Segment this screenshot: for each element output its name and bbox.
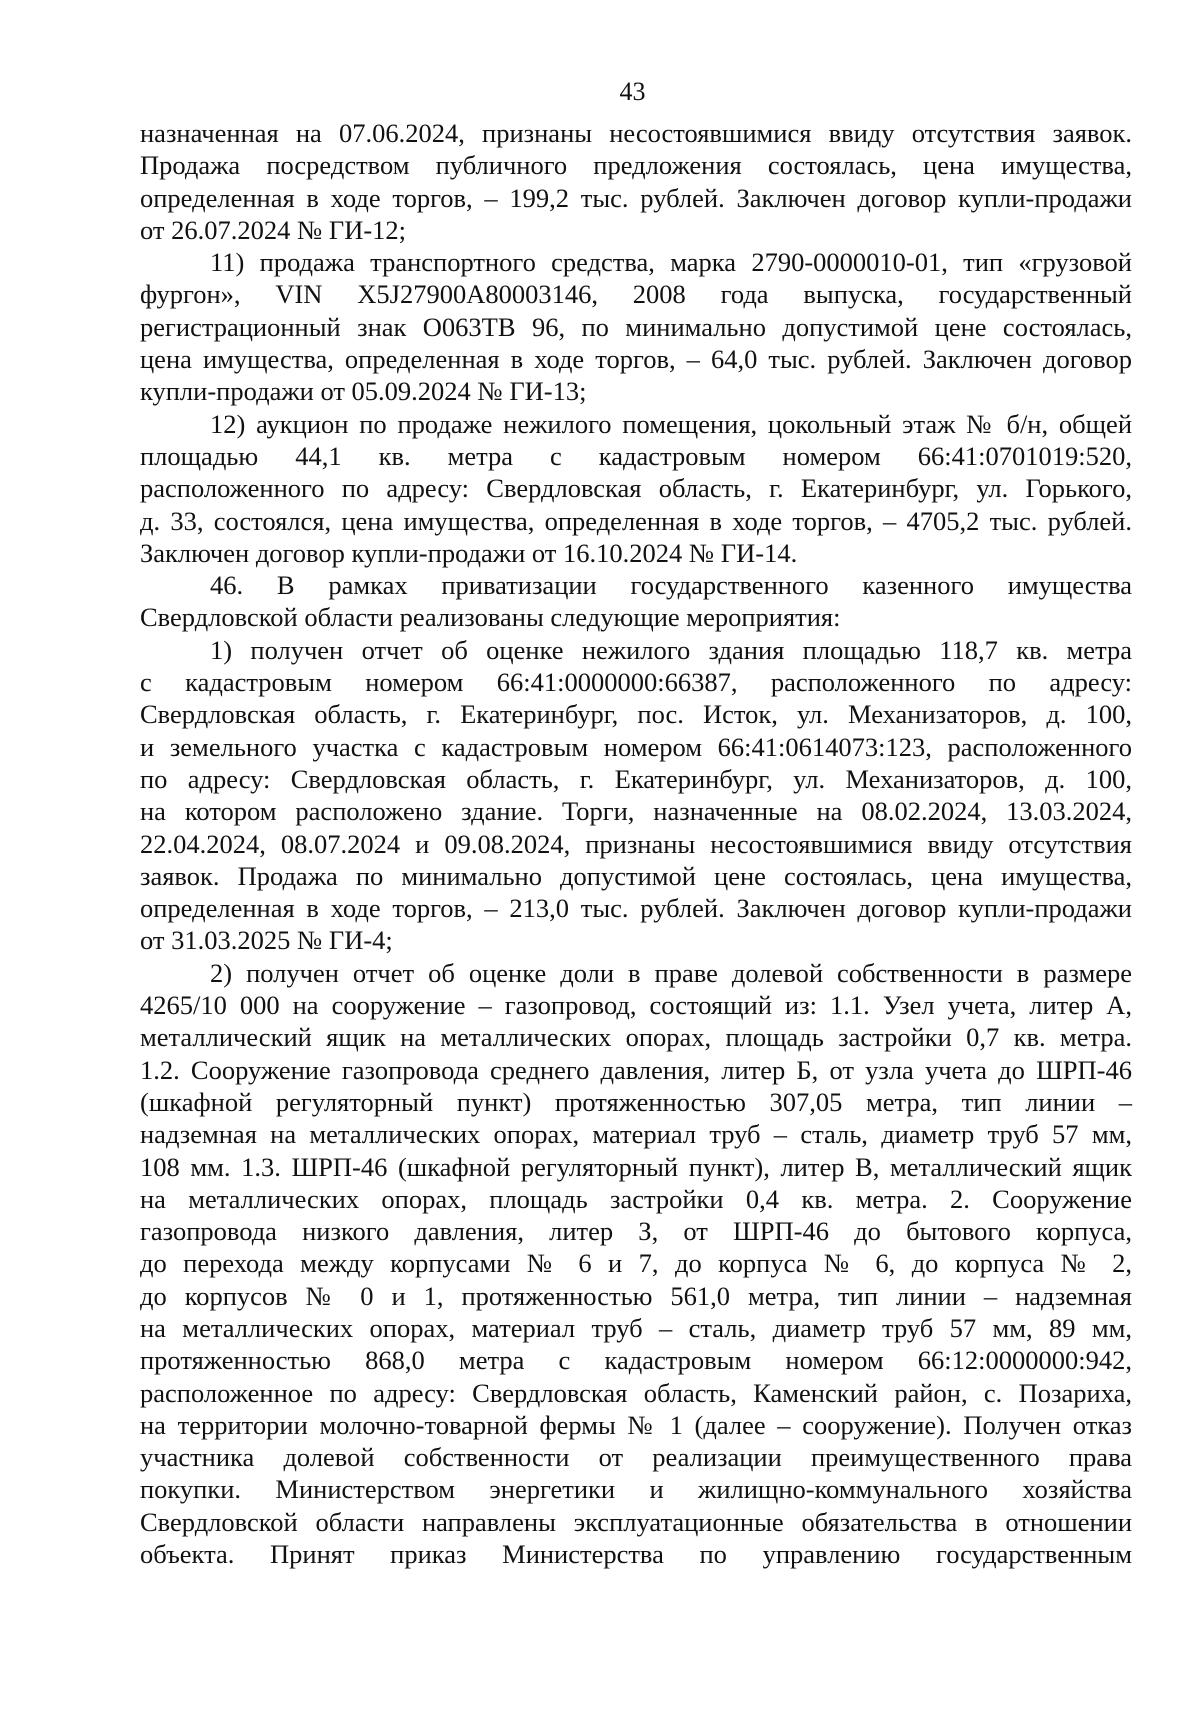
- text-line: до перехода между корпусами № 6 и 7, до корпуса № 6, до корпуса № 2,: [140, 1248, 1132, 1279]
- text-line: на территории молочно-товарной фермы № 1 (далее – сооружение). Получен отказ: [140, 1409, 1132, 1440]
- text-line: 12) аукцион по продаже нежилого помещения, цокольный этаж № б/н, общей: [210, 408, 1132, 439]
- text-line: фургон», VIN X5J27900A80003146, 2008 года выпуска, государственный: [140, 279, 1132, 310]
- text-line: объекта. Принят приказ Министерства по управлению государственным: [140, 1539, 1132, 1570]
- text-line: цена имущества, определенная в ходе торгов, – 64,0 тыс. рублей. Заключен договор: [140, 344, 1132, 375]
- text-line: 4265/10 000 на сооружение – газопровод, состоящий из: 1.1. Узел учета, литер А,: [140, 990, 1132, 1021]
- text-line: покупки. Министерством энергетики и жилищно-коммунального хозяйства: [140, 1474, 1132, 1505]
- text-line: на котором расположено здание. Торги, назначенные на 08.02.2024, 13.03.2024,: [140, 796, 1132, 827]
- text-line: 108 мм. 1.3. ШРП-46 (шкафной регуляторный пункт), литер В, металлический ящик: [140, 1151, 1132, 1182]
- text-line: определенная в ходе торгов, – 199,2 тыс. рублей. Заключен договор купли-продажи: [140, 182, 1132, 213]
- text-line: металлический ящик на металлических опорах, площадь застройки 0,7 кв. метра.: [140, 1022, 1132, 1053]
- text-line: определенная в ходе торгов, – 213,0 тыс. рублей. Заключен договор купли-продажи: [140, 893, 1132, 924]
- text-line: расположенное по адресу: Свердловская область, Каменский район, с. Позариха,: [140, 1377, 1132, 1408]
- text-line: Свердловской области направлены эксплуатационные обязательства в отношении: [140, 1506, 1132, 1537]
- text-line: 11) продажа транспортного средства, марка 2790-0000010-01, тип «грузовой: [210, 247, 1132, 278]
- text-line: протяженностью 868,0 метра с кадастровым номером 66:12:0000000:942,: [140, 1345, 1132, 1376]
- text-line: Свердловская область, г. Екатеринбург, пос. Исток, ул. Механизаторов, д. 100,: [140, 699, 1132, 730]
- text-line: до корпусов № 0 и 1, протяженностью 561,0 метра, тип линии – надземная: [140, 1280, 1132, 1311]
- text-line: купли-продажи от 05.09.2024 № ГИ-13;: [140, 376, 587, 407]
- text-line: от 31.03.2025 № ГИ-4;: [140, 925, 393, 956]
- text-line: 1) получен отчет об оценке нежилого здания площадью 118,7 кв. метра: [210, 634, 1132, 665]
- page-number: 43: [619, 77, 646, 106]
- document-body: [140, 117, 1132, 1570]
- text-line: Свердловской области реализованы следующие мероприятия:: [140, 602, 841, 633]
- text-line: на металлических опорах, площадь застройки 0,4 кв. метра. 2. Сооружение: [140, 1183, 1132, 1214]
- text-line: д. 33, состоялся, цена имущества, определенная в ходе торгов, – 4705,2 тыс. рублей.: [140, 505, 1132, 536]
- text-line: участника долевой собственности от реализации преимущественного права: [140, 1442, 1132, 1473]
- text-line: надземная на металлических опорах, материал труб – сталь, диаметр труб 57 мм,: [140, 1119, 1132, 1150]
- text-line: расположенного по адресу: Свердловская область, г. Екатеринбург, ул. Горького,: [140, 473, 1132, 504]
- text-line: на металлических опорах, материал труб – сталь, диаметр труб 57 мм, 89 мм,: [140, 1312, 1132, 1343]
- text-line: Продажа посредством публичного предложения состоялась, цена имущества,: [140, 150, 1132, 181]
- text-line: заявок. Продажа по минимально допустимой цене состоялась, цена имущества,: [140, 860, 1132, 891]
- text-line: регистрационный знак О063ТВ 96, по минимально допустимой цене состоялась,: [140, 311, 1132, 342]
- text-line: 22.04.2024, 08.07.2024 и 09.08.2024, признаны несостоявшимися ввиду отсутствия: [140, 828, 1132, 859]
- text-line: 1.2. Сооружение газопровода среднего давления, литер Б, от узла учета до ШРП-46: [140, 1054, 1132, 1085]
- text-line: 2) получен отчет об оценке доли в праве долевой собственности в размере: [210, 957, 1132, 988]
- text-line: от 26.07.2024 № ГИ-12;: [140, 214, 407, 245]
- text-line: газопровода низкого давления, литер З, от ШРП-46 до бытового корпуса,: [140, 1216, 1132, 1247]
- text-line: площадью 44,1 кв. метра с кадастровым номером 66:41:0701019:520,: [140, 440, 1132, 471]
- text-line: назначенная на 07.06.2024, признаны несостоявшимися ввиду отсутствия заявок.: [140, 118, 1132, 148]
- text-line: 46. В рамках приватизации государственного казенного имущества: [210, 570, 1132, 601]
- text-line: Заключен договор купли-продажи от 16.10.2024 № ГИ-14.: [140, 537, 798, 568]
- text-line: с кадастровым номером 66:41:0000000:66387, расположенного по адресу:: [140, 667, 1132, 698]
- text-line: по адресу: Свердловская область, г. Екатеринбург, ул. Механизаторов, д. 100,: [140, 763, 1132, 794]
- text-line: и земельного участка с кадастровым номером 66:41:0614073:123, расположенного: [140, 731, 1132, 762]
- text-line: (шкафной регуляторный пункт) протяженностью 307,05 метра, тип линии –: [140, 1086, 1132, 1117]
